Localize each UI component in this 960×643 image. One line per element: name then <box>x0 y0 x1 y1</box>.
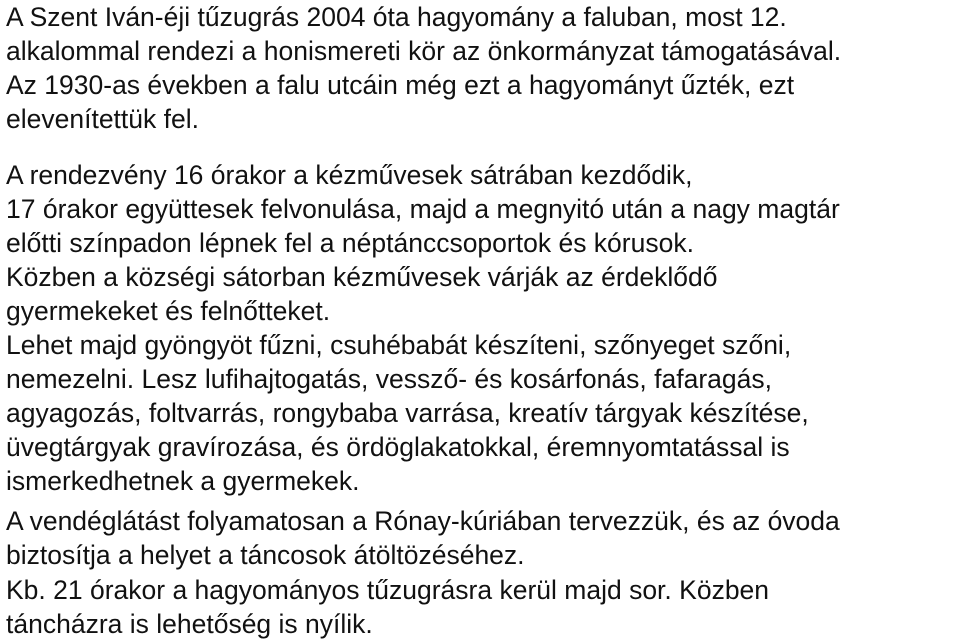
text-line: nemezelni. Lesz lufihajtogatás, vessző- és kosárfonás, fafaragás, <box>6 364 772 394</box>
text-line: A vendéglátást folyamatosan a Rónay-kúriában tervezzük, és az óvoda <box>6 506 840 536</box>
text-line: Az 1930-as években a falu utcáin még ezt a hagyományt űzték, ezt <box>6 70 795 100</box>
text-line: Közben a községi sátorban kézművesek várják az érdeklődő <box>6 262 718 292</box>
text-line: üvegtárgyak gravírozása, és ördöglakatokkal, éremnyomtatással is <box>6 432 790 462</box>
text-line: alkalommal rendezi a honismereti kör az önkormányzat támogatásával. <box>6 36 842 66</box>
text-line: A Szent Iván-éji tűzugrás 2004 óta hagyomány a faluban, most 12. <box>6 2 787 32</box>
text-line: ismerkedhetnek a gyermekek. <box>6 466 360 496</box>
text-line: agyagozás, foltvarrás, rongybaba varrása, kreatív tárgyak készítése, <box>6 398 809 428</box>
text-line: előtti színpadon lépnek fel a néptánccsoportok és kórusok. <box>6 228 694 258</box>
text-line: biztosítja a helyet a táncosok átöltözéséhez. <box>6 540 525 570</box>
text-line: Lehet majd gyöngyöt fűzni, csuhébabát készíteni, szőnyeget szőni, <box>6 330 792 360</box>
text-line: gyermekeket és felnőtteket. <box>6 296 331 326</box>
text-line: elevenítettük fel. <box>6 104 199 134</box>
text-line: 17 órakor együttesek felvonulása, majd a megnyitó után a nagy magtár <box>6 194 840 224</box>
text-line: Kb. 21 órakor a hagyományos tűzugrásra kerül majd sor. Közben <box>6 575 770 605</box>
text-line: táncházra is lehetőség is nyílik. <box>6 609 373 639</box>
text-line: A rendezvény 16 órakor a kézművesek sátrában kezdődik, <box>6 160 693 190</box>
